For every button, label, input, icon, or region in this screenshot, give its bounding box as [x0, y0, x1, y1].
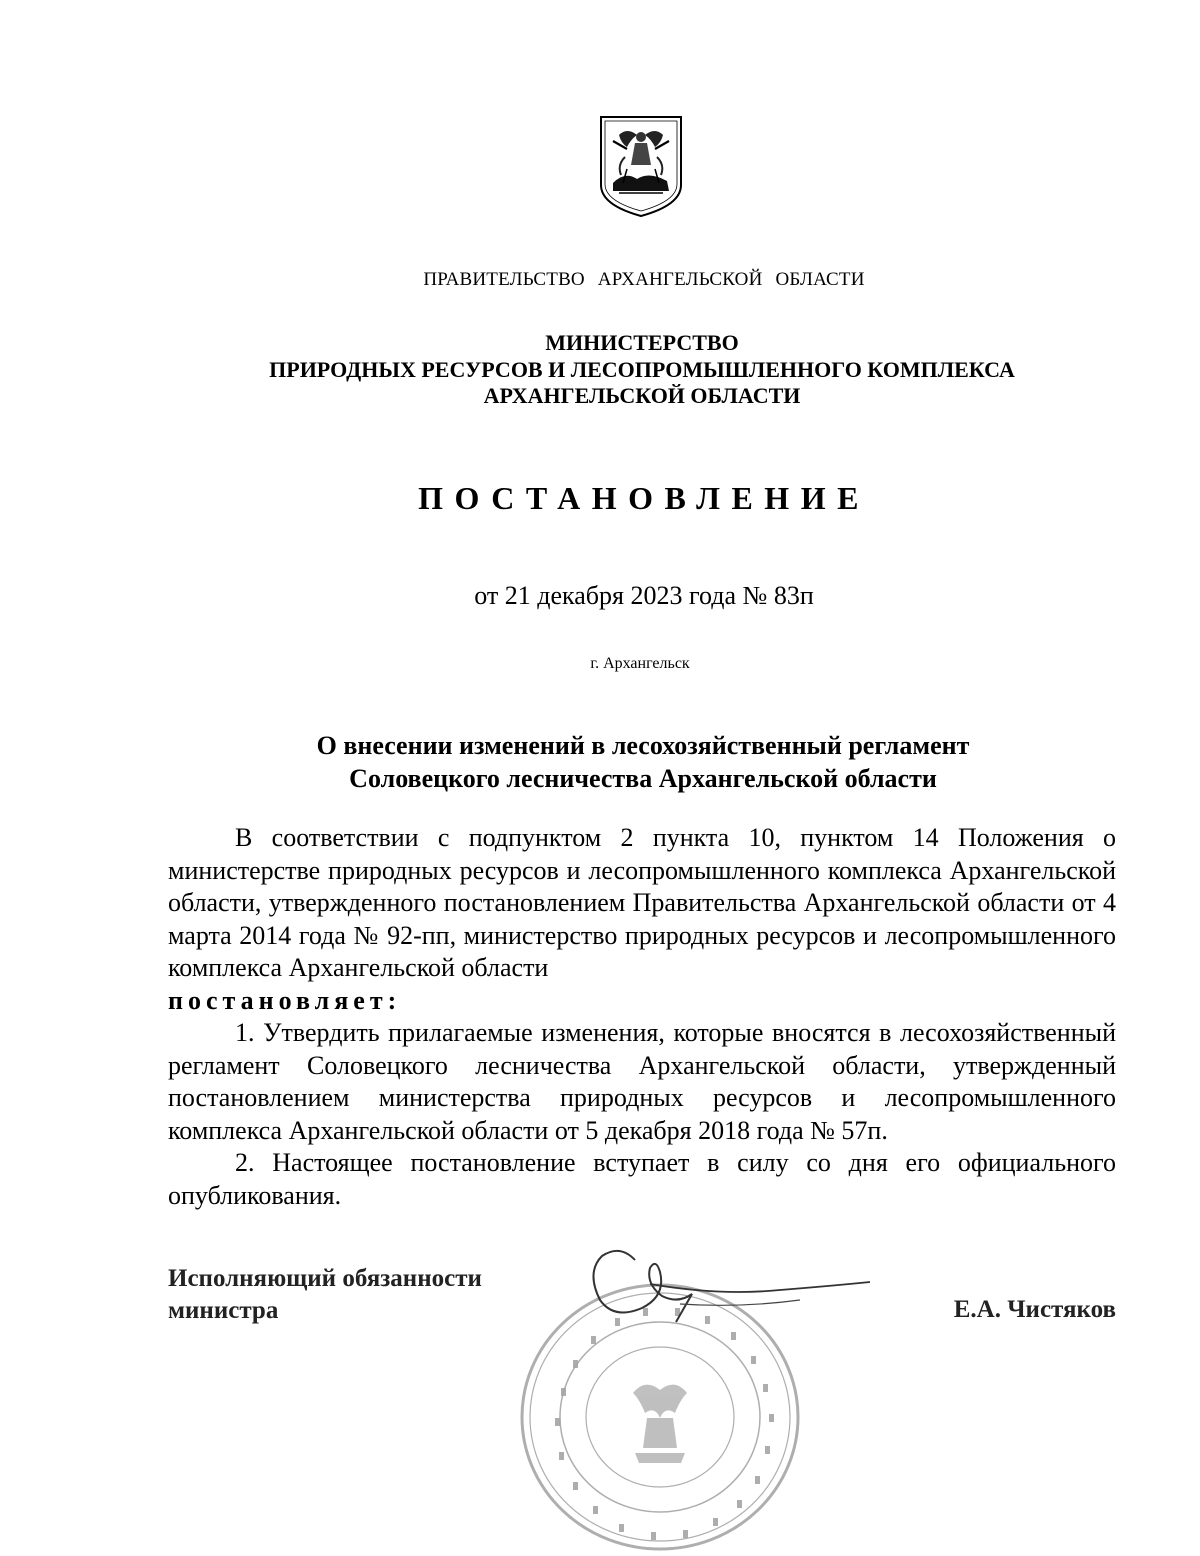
decree-word-paragraph	[168, 985, 1116, 1018]
government-name: ПРАВИТЕЛЬСТВО АРХАНГЕЛЬСКОЙ ОБЛАСТИ	[423, 269, 865, 290]
document-type-title: ПОСТАНОВЛЕНИЕ	[418, 480, 870, 516]
coat-of-arms-emblem	[597, 113, 685, 219]
document-body	[168, 822, 1116, 1212]
signatory-name: Е.А. Чистяков	[953, 1296, 1116, 1323]
position-line-1: Исполняющий обязанности	[168, 1265, 482, 1292]
document-city: г. Архангельск	[590, 655, 690, 672]
decree-word: постановляет:	[168, 985, 402, 1015]
handwritten-signature	[580, 1238, 880, 1328]
ministry-name	[0, 330, 1200, 410]
item-2-paragraph: 2. Настоящее постановление вступает в силу со дня его официального опубликования.	[168, 1148, 1116, 1210]
subject-line-2: Соловецкого лесничества Архангельской области	[349, 764, 937, 793]
ministry-line-3: АРХАНГЕЛЬСКОЙ ОБЛАСТИ	[483, 383, 801, 408]
ministry-line-1: МИНИСТЕРСТВО	[545, 330, 739, 355]
ministry-line-2: ПРИРОДНЫХ РЕСУРСОВ И ЛЕСОПРОМЫШЛЕННОГО КОМПЛЕКСА	[269, 356, 1015, 382]
subject-line-1: О внесении изменений в лесохозяйственный регламент	[316, 731, 970, 760]
document-subject	[0, 729, 1200, 795]
position-line-2: министра	[168, 1297, 279, 1324]
document-date-number: от 21 декабря 2023 года № 83п	[474, 581, 814, 610]
item-1-paragraph: 1. Утвердить прилагаемые изменения, которые вносятся в лесохозяйственный регламент Соловецкого лесничества Архангельской области, утвержденный постановлением министерства природных ресурсов и лесопромышленного комплекса Архангельской области от 5 декабря 2018 года № 57п.	[168, 1018, 1116, 1145]
signatory-position	[168, 1263, 482, 1327]
preamble-paragraph: В соответствии с подпунктом 2 пункта 10, пунктом 14 Положения о министерстве природных ресурсов и лесопромышленного комплекса Архангельской области, утвержденного постановлением Правительства Архангельской области от 4 марта 2014 года № 92-пп, министерство природных ресурсов и лесопромышленного комплекса Архангельской области	[168, 823, 1116, 982]
